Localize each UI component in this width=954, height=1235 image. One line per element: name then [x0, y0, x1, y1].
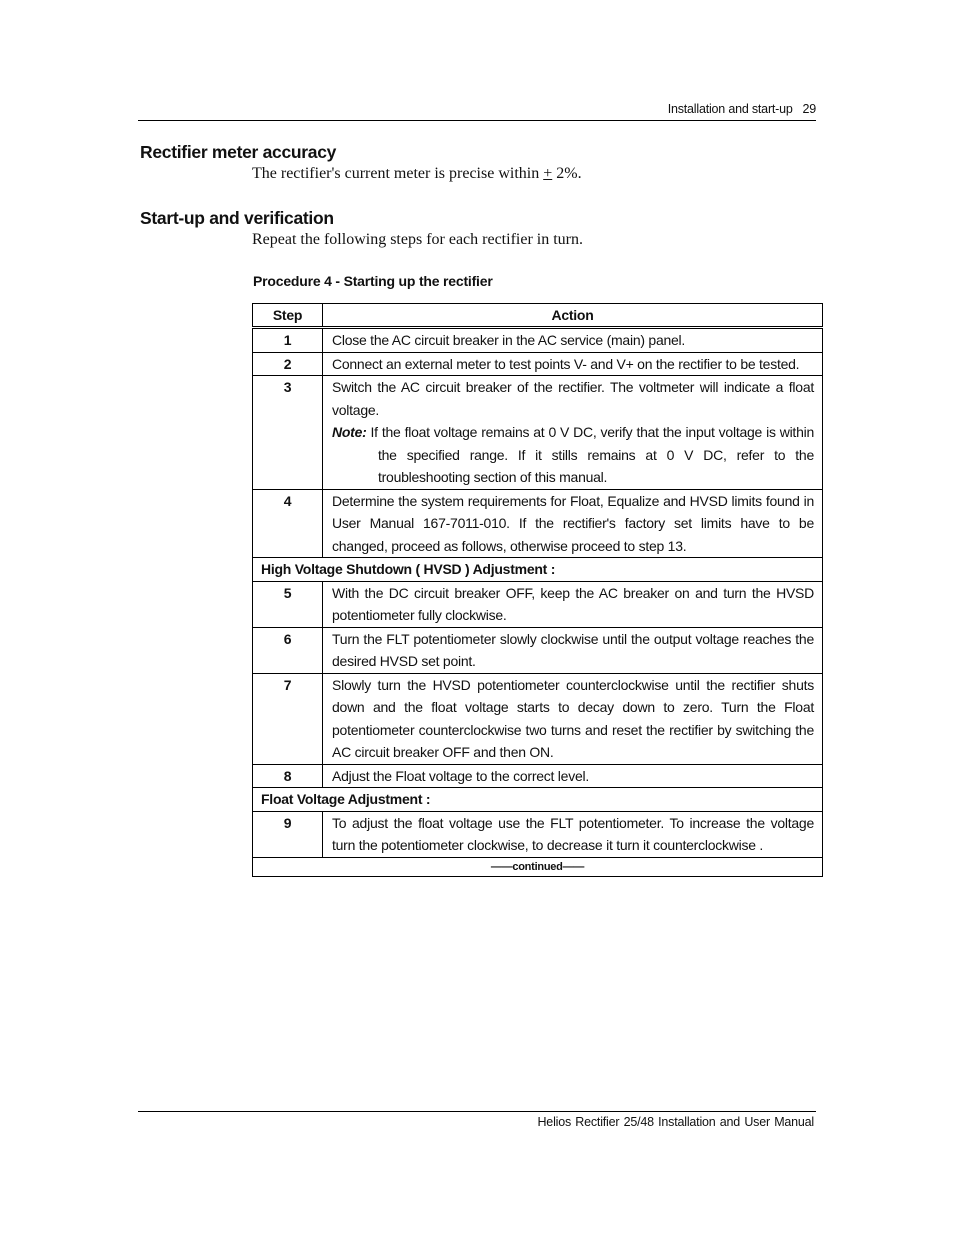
step-number: 8: [253, 764, 323, 788]
step-action: With the DC circuit breaker OFF, keep the AC breaker on and turn the HVSD potentiometer fully clockwise.: [323, 581, 823, 627]
meter-accuracy-text-after: 2%.: [552, 165, 582, 182]
table-header-row: [253, 304, 823, 328]
note-label: Note:: [332, 424, 367, 440]
running-header: [668, 102, 816, 116]
step-action: To adjust the float voltage use the FLT potentiometer. To increase the voltage turn the potentiometer clockwise, to decrease it turn it counterclockwise .: [323, 811, 823, 857]
header-section: Installation and start-up: [667, 102, 793, 116]
table-row: [253, 352, 823, 376]
table-row: [253, 376, 823, 490]
section-row: [253, 788, 823, 812]
step-action: Slowly turn the HVSD potentiometer counterclockwise until the rectifier shuts down and the float voltage starts to decay down to zero. Turn the Float potentiometer counterclockwise two turns and reset the rectifier by switching the AC circuit breaker OFF and then ON.: [323, 673, 823, 764]
section-title-float: Float Voltage Adjustment :: [253, 788, 823, 812]
procedure-caption: Procedure 4 - Starting up the rectifier: [253, 273, 493, 289]
step-action: Connect an external meter to test points V- and V+ on the rectifier to be tested.: [323, 352, 823, 376]
step-number: 5: [253, 581, 323, 627]
step-action: Adjust the Float voltage to the correct level.: [323, 764, 823, 788]
step-action: Determine the system requirements for Float, Equalize and HVSD limits found in User Manual 167-7011-010. If the rectifier's factory set limits have to be changed, proceed as follows, otherwise proceed to step 13.: [323, 489, 823, 558]
plus-minus-symbol: +: [543, 165, 553, 182]
table-row: [253, 328, 823, 353]
heading-meter-accuracy: Rectifier meter accuracy: [140, 142, 337, 162]
step-number: 3: [253, 376, 323, 490]
procedure-table: [252, 303, 823, 877]
step-action: Close the AC circuit breaker in the AC service (main) panel.: [323, 328, 823, 353]
page-number: 29: [802, 102, 816, 116]
step-number: 1: [253, 328, 323, 353]
step-note: [332, 421, 814, 489]
table-row: [253, 489, 823, 558]
table-row: [253, 627, 823, 673]
table-row: [253, 673, 823, 764]
continued-label: ——continued——: [253, 857, 823, 876]
table-row: [253, 764, 823, 788]
step-action: Turn the FLT potentiometer slowly clockwise until the output voltage reaches the desired HVSD set point.: [323, 627, 823, 673]
meter-accuracy-text: [252, 165, 582, 183]
heading-startup: Start-up and verification: [140, 208, 334, 228]
footer-rule: [138, 1111, 816, 1112]
header-rule: [138, 120, 816, 121]
column-header-step: Step: [253, 304, 323, 328]
step-number: 7: [253, 673, 323, 764]
continued-row: [253, 857, 823, 876]
step-number: 2: [253, 352, 323, 376]
table-row: [253, 811, 823, 857]
column-header-action: Action: [323, 304, 823, 328]
step-number: 9: [253, 811, 323, 857]
note-text: If the float voltage remains at 0 V DC, verify that the input voltage is within the specified range. If it stills remains at 0 V DC, refer to the troubleshooting section of this manual.: [366, 424, 814, 485]
running-footer: Helios Rectifier 25/48 Installation and User Manual: [537, 1115, 814, 1129]
section-row: [253, 558, 823, 582]
step-number: 6: [253, 627, 323, 673]
step-action: Switch the AC circuit breaker of the rectifier. The voltmeter will indicate a float voltage.: [332, 379, 814, 418]
step-number: 4: [253, 489, 323, 558]
table-row: [253, 581, 823, 627]
startup-text: Repeat the following steps for each rectifier in turn.: [252, 231, 583, 248]
step-action-with-note: [323, 376, 823, 490]
section-title-hvsd: High Voltage Shutdown ( HVSD ) Adjustment :: [253, 558, 823, 582]
meter-accuracy-text-before: The rectifier's current meter is precise within: [252, 165, 544, 182]
